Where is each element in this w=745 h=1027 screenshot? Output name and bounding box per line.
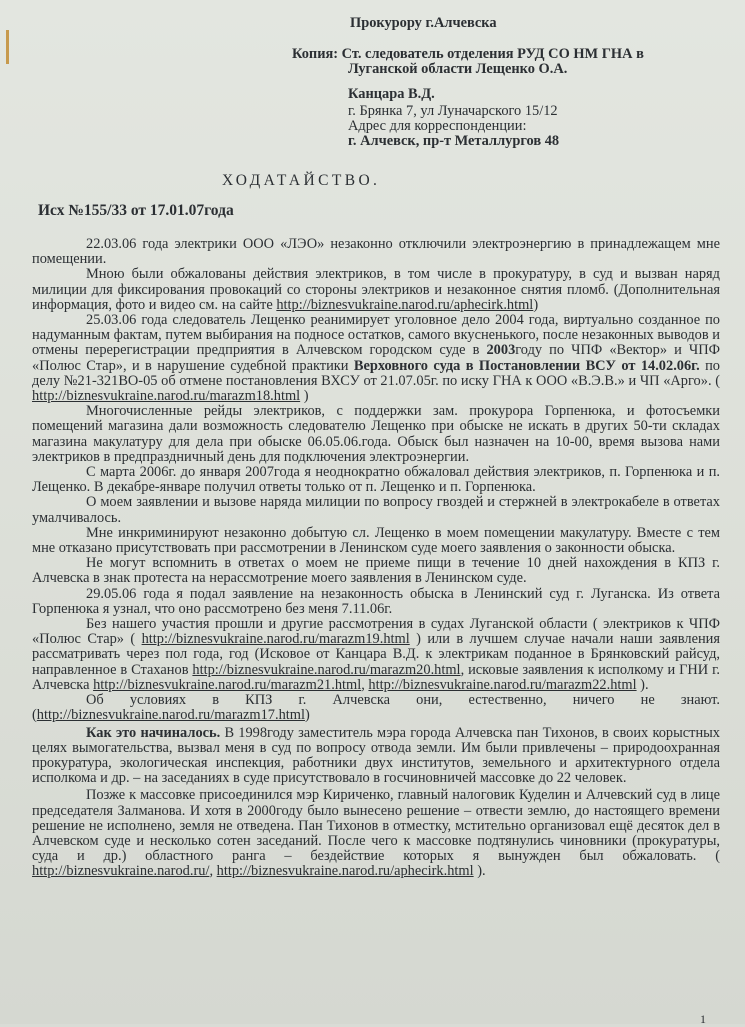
paragraph-1: 22.03.06 года электрики ООО «ЛЭО» незаконно отключили электроэнергию в принадлежащем мне помещении. xyxy=(32,236,720,268)
outgoing-number: Исх №155/33 от 17.01.07года xyxy=(38,202,234,219)
correspondence-address: г. Алчевск, пр-т Металлургов 48 xyxy=(348,133,560,149)
document-body xyxy=(32,237,720,880)
paragraph-4: Многочисленные рейды электриков, с поддержки зам. прокурора Горпенюка, и фотосъемки помещений магазина дали возможность следователю Лещенко при обыске не искать в других 50-ти складах магазина макулатуру для дела при обыске 06.05.06.года. Обыск был назначен на 10-00, время вызова нами электриков в предпраздничный день для подключения электроэнергии. xyxy=(32,403,720,465)
link-aphecirk[interactable]: http://biznesvukraine.narod.ru/aphecirk.html xyxy=(276,296,534,313)
link-marazm18[interactable]: http://biznesvukraine.narod.ru/marazm18.html xyxy=(32,388,301,405)
link-marazm19[interactable]: http://biznesvukraine.narod.ru/marazm19.html xyxy=(141,631,410,648)
copy-line-2: Луганской области Лещенко О.А. xyxy=(348,61,568,77)
paragraph-2: Мною были обжалованы действия электриков, в том числе в прокуратуру, в суд и вызван наряд милиции для фиксирования провокаций со стороны электриков и незаконное снятия пломб. (Дополнительная информация, фото и видео см. на сайте http://biznesvukraine.narod.ru/aphecirk.html) xyxy=(32,266,720,313)
paragraph-6: О моем заявлении и вызове наряда милиции по вопросу гвоздей и стержней в электрокабеле в ответах умалчивалось. xyxy=(32,494,720,526)
paragraph-9: 29.05.06 года я подал заявление на незаконность обыска в Ленинский суд г. Луганска. Из ответа Горпенюка я узнал, что оно рассмотрено без меня 7.11.06г. xyxy=(32,585,720,617)
sender-address: г. Брянка 7, ул Луначарского 15/12 xyxy=(348,103,558,119)
link-marazm22[interactable]: http://biznesvukraine.narod.ru/marazm22.html xyxy=(368,676,637,693)
paragraph-8: Не могут вспомнить в ответах о моем не приеме пищи в течение 10 дней нахождения в КПЗ г. Алчевска в знак протеста на нерассмотрение моего заявления в Ленинском суде. xyxy=(32,555,720,587)
paragraph-3: 25.03.06 года следователь Лещенко реанимирует уголовное дело 2004 года, виртуально созданное по надуманным фактам, путем выбирания на подносе остатков, самого вкусненького, после незаконных выводов и отмены перерегистрации предприятия в Алчевском городском суде в 2003году по ЧПФ «Вектор» и ЧПФ «Полюс Стар», и в нарушение судебной практики Верховного суда в Постановлении ВСУ от 14.02.06г. по делу №21-321ВО-05 об отмене постановления ВХСУ от 21.07.05г. по иску ГНА к ООО «В.Э.В.» и ЧП «Арго». ( http://biznesvukraine.narod.ru/marazm18.html ) xyxy=(32,312,720,405)
paragraph-13: Позже к массовке присоединился мэр Кириченко, главный налоговик Куделин и Алчевский суд в лице председателя Залманова. И хотя в 2000году было вынесено решение – отвести землю, до настоящего времени решение не исполнено, земля не отведена. Пан Тихонов в отместку, мстительно организовал ещё десяток дел в Алчевском суде и несколько сотен заседаний. После чего к массовке подтянулись чиновники (прокуратуры, суда и др.) областного ранга – бездействие которых я вынужден был обжаловать. ( http://biznesvukraine.narod.ru/, http://biznesvukraine.narod.ru/aphecirk.html ). xyxy=(32,787,720,880)
margin-mark xyxy=(6,30,9,64)
link-marazm17[interactable]: http://biznesvukraine.narod.ru/marazm17.html xyxy=(36,707,305,724)
link-site-home[interactable]: http://biznesvukraine.narod.ru/ xyxy=(32,863,210,880)
paragraph-11: Об условиях в КПЗ г. Алчевска они, естественно, ничего не знают. (http://biznesvukraine.narod.ru/marazm17.html) xyxy=(32,692,720,724)
link-marazm21[interactable]: http://biznesvukraine.narod.ru/marazm21.html xyxy=(93,676,362,693)
correspondence-label: Адрес для корреспонденции: xyxy=(348,118,527,134)
document-title: ХОДАТАЙСТВО. xyxy=(222,172,381,189)
sender-name: Канцара В.Д. xyxy=(348,86,435,102)
link-aphecirk-2[interactable]: http://biznesvukraine.narod.ru/aphecirk.html xyxy=(216,863,474,880)
link-marazm20[interactable]: http://biznesvukraine.narod.ru/marazm20.html xyxy=(192,661,461,678)
copy-line-1: Копия: Ст. следователь отделения РУД СО НМ ГНА в xyxy=(292,46,644,62)
paragraph-10: Без нашего участия прошли и другие рассмотрения в судах Луганской области ( электриков к ЧПФ «Полюс Стар» ( http://biznesvukraine.narod.ru/marazm19.html ) или в лучшем случае начали наши заявления рассматривать через пол года, год (Исковое от Канцара В.Д. к электрикам поданное в Брянковский райсуд, направленное в Стаханов http://biznesvukraine.narod.ru/marazm20.html, исковые заявления к исполкому и ГНИ г. Алчевска http://biznesvukraine.narod.ru/marazm21.html, http://biznesvukraine.narod.ru/marazm22.html ). xyxy=(32,616,720,693)
addressee: Прокурору г.Алчевска xyxy=(350,15,497,31)
paragraph-5: С марта 2006г. до января 2007года я неоднократно обжаловал действия электриков, п. Горпенюка и п. Лещенко. В декабре-январе получил ответы только от п. Лещенко и п. Горпенюка. xyxy=(32,464,720,496)
paragraph-7: Мне инкриминируют незаконно добытую сл. Лещенко в моем помещении макулатуру. Вместе с тем мне отказано присутствовать при рассмотрении в Ленинском суде моего заявления о законности обыска. xyxy=(32,524,720,557)
page-number: 1 xyxy=(700,1012,706,1026)
paragraph-12: Как это начиналось. В 1998году заместитель мэра города Алчевска пан Тихонов, в своих корыстных целях вымогательства, вызвал меня в суд по вопросу отвода земли. Им были привлечены – природоохранная прокуратура, экологическая инспекция, работники двух институтов, земельного и архитектурного отдела исполкома и др. – на заседаниях в суде присутствовало в госчиновничей массовке до 22 человек. xyxy=(32,724,721,787)
